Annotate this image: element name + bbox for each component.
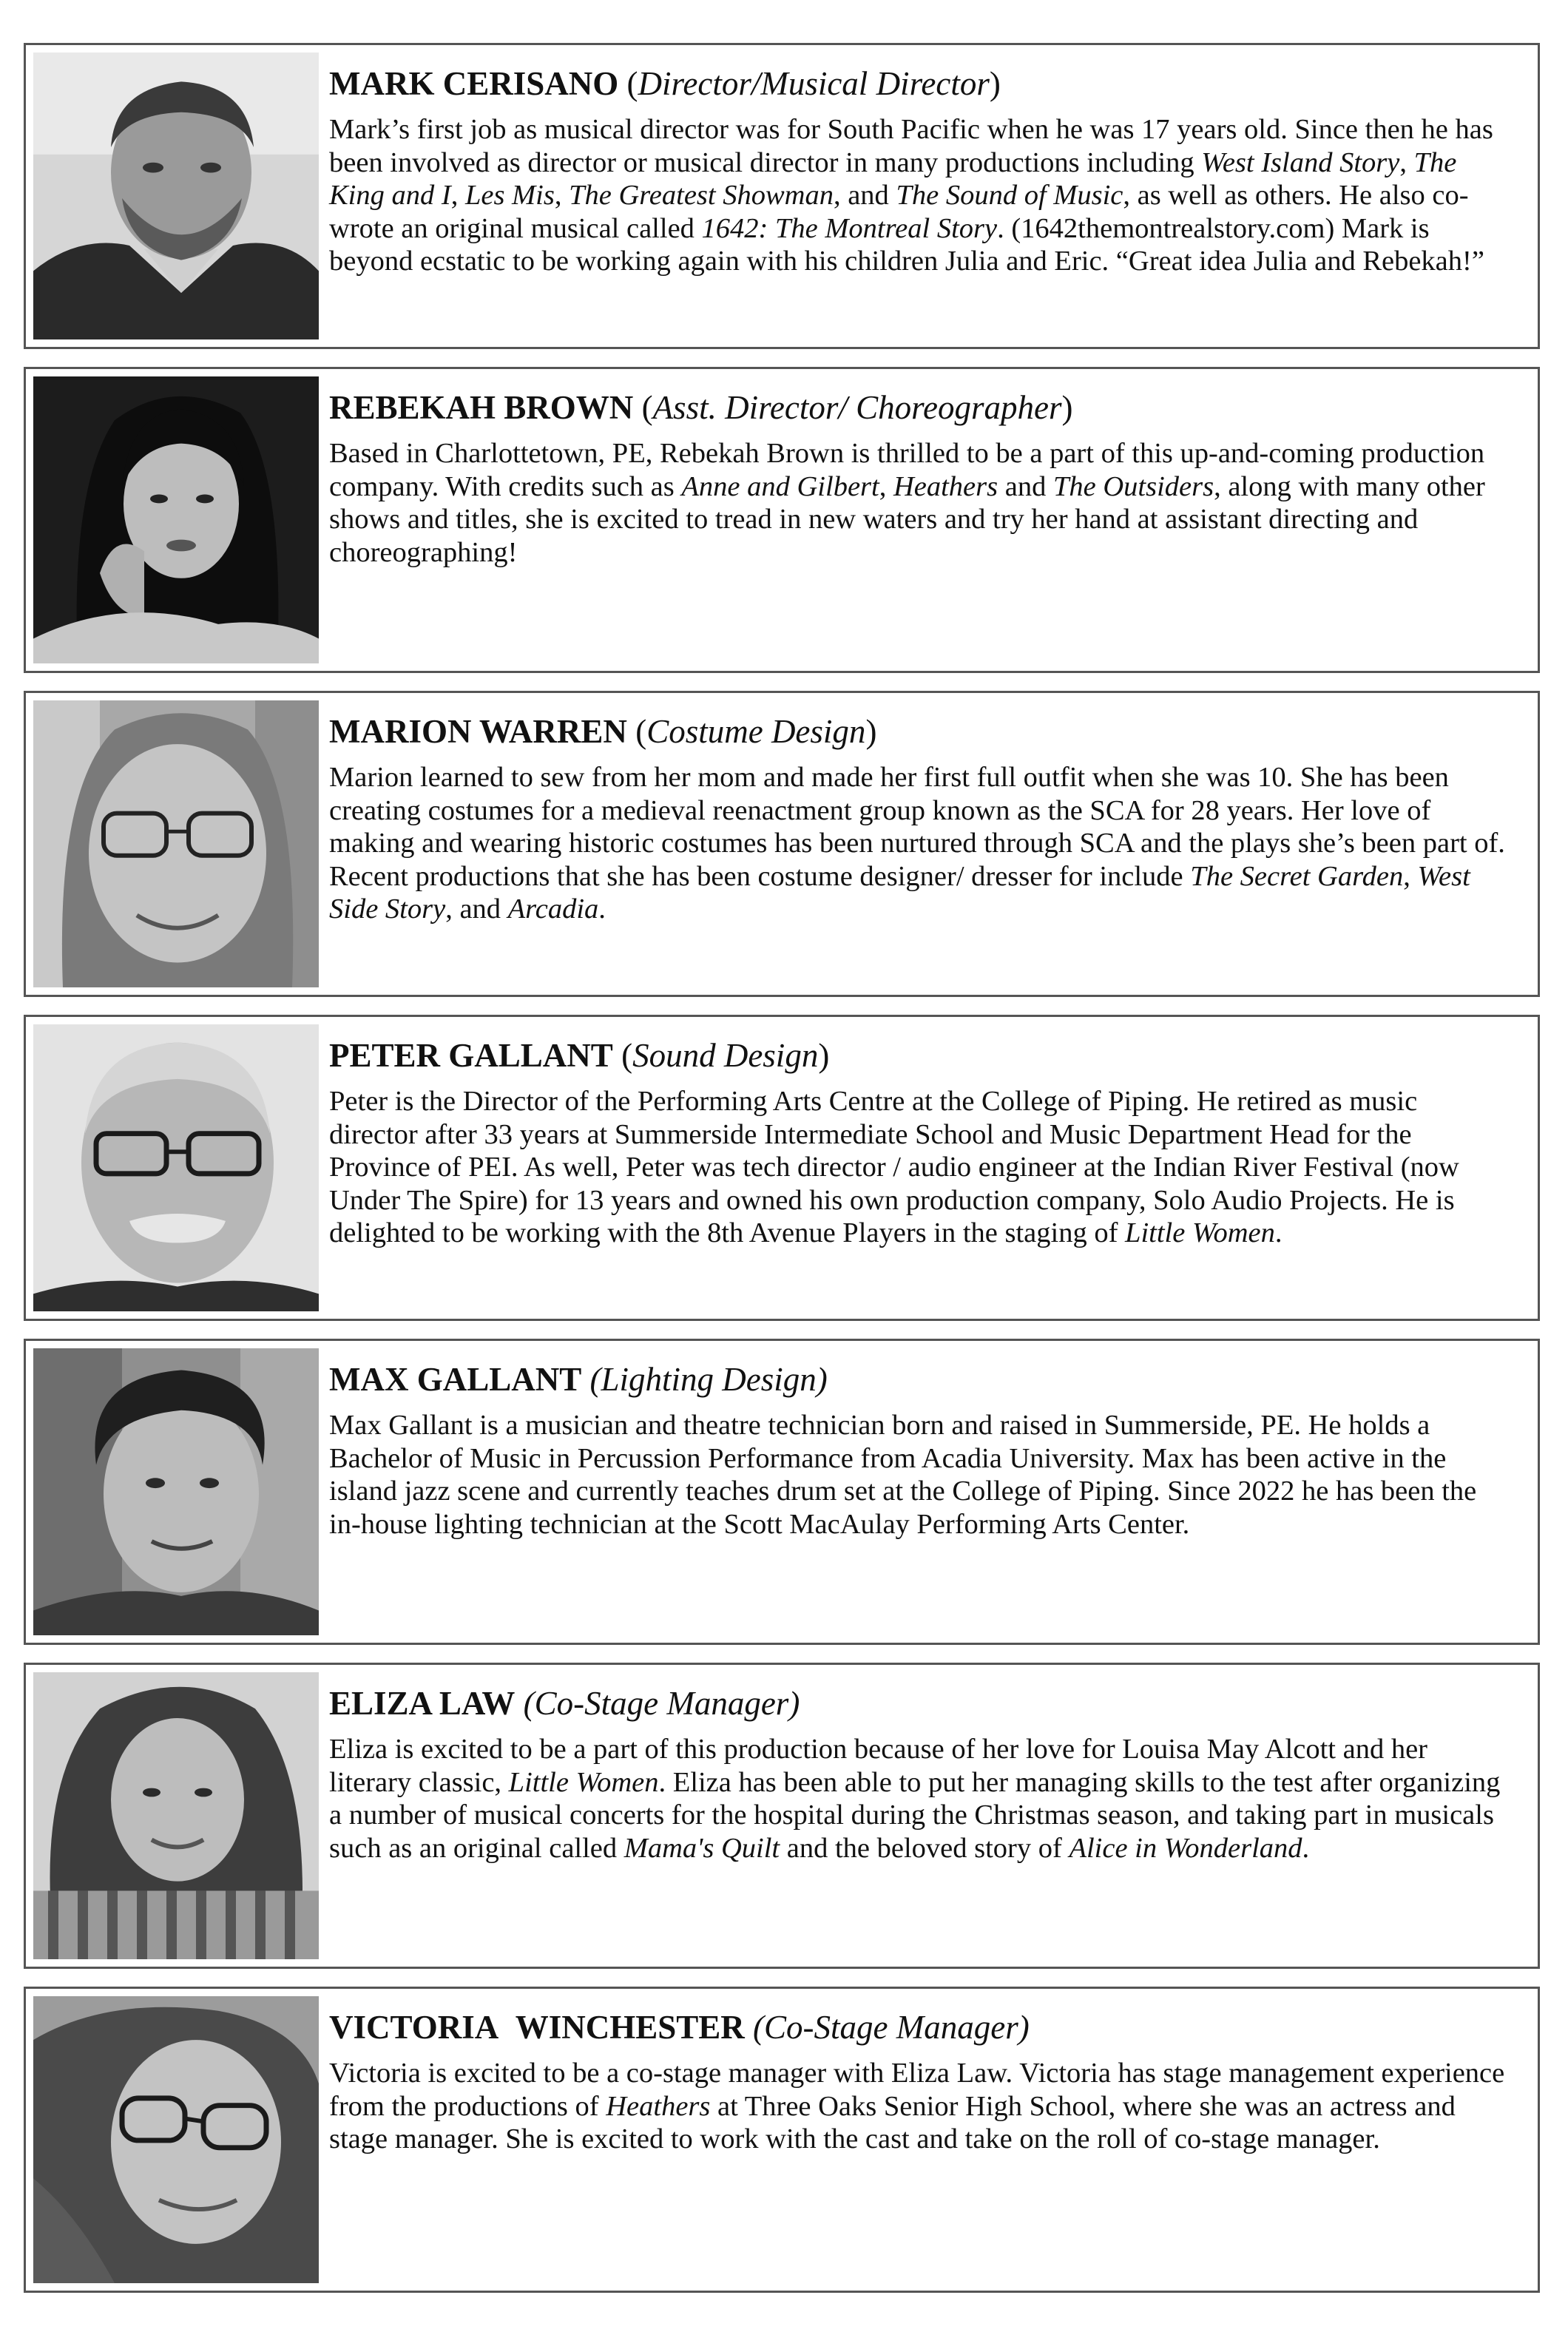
bio-text-run: Marion learned to sew from her mom and made her first full outfit when she was 10. She has been creating costumes for a medieval reenactment group known as the SCA for 28 years. Her love of making and wearing historic costumes has been nurtured through SCA and the plays she’s been part of. Recent productions that she has been costume designer/ dresser for include bbox=[329, 762, 1505, 892]
bio-text bbox=[329, 761, 1508, 926]
bio-title-italic: West Island Story bbox=[1201, 146, 1400, 178]
bio-title-italic: 1642: The Montreal Story bbox=[701, 212, 998, 244]
headshot-photo bbox=[33, 1672, 319, 1959]
person-name: REBEKAH BROWN bbox=[329, 389, 634, 426]
bio-card-rebekah-brown bbox=[24, 367, 1540, 673]
bio-text-run: , bbox=[554, 180, 570, 211]
bio-title-italic: The King and I bbox=[329, 146, 1457, 211]
bio-text-run: , and bbox=[445, 893, 508, 925]
bio-title-italic: Heathers bbox=[606, 2090, 711, 2122]
bio-text-run: Peter is the Director of the Performing Arts Centre at the College of Piping. He retired as music director after 33 years at Summerside Intermediate School and Music Department Head for the Province of PEI. As well, Peter was tech director / audio engineer at the Indian River Festival (now Under The Spire) for 13 years and owned his own production company, Solo Audio Projects. He is delighted to be working with the 8th Avenue Players in the staging of bbox=[329, 1086, 1459, 1248]
bio-text bbox=[329, 113, 1508, 278]
bio-text bbox=[329, 2057, 1508, 2156]
person-name: VICTORIA WINCHESTER bbox=[329, 2009, 745, 2046]
bio-title-italic: The Secret Garden bbox=[1190, 860, 1404, 892]
bio-text-run: . (1642themontrealstory.com) Mark is beyond ecstatic to be working again with his children Julia and Eric. “Great idea Julia and Rebekah!” bbox=[329, 212, 1484, 277]
role-open-paren: ( bbox=[621, 1037, 633, 1074]
bio-title-italic: The Greatest Showman bbox=[569, 180, 834, 211]
bio-heading bbox=[329, 1360, 1508, 1399]
bio-title-italic: Little Women bbox=[1125, 1217, 1275, 1248]
bio-text bbox=[329, 1085, 1508, 1250]
bio-title-italic: Arcadia bbox=[507, 893, 599, 925]
bio-text-run: . bbox=[1274, 1217, 1283, 1248]
bio-title-italic: Little Women bbox=[508, 1766, 659, 1798]
person-name: MARION WARREN bbox=[329, 713, 627, 750]
bio-text-run: and the beloved story of bbox=[780, 1832, 1069, 1864]
headshot-photo bbox=[33, 1996, 319, 2283]
person-name: ELIZA LAW bbox=[329, 1685, 516, 1722]
role-close-paren: ) bbox=[818, 1037, 830, 1074]
person-role: Asst. Director/ Choreographer bbox=[652, 389, 1062, 426]
bio-heading bbox=[329, 1684, 1508, 1723]
person-role: Sound Design bbox=[632, 1037, 819, 1074]
headshot-photo bbox=[33, 1348, 319, 1635]
role-open-paren: ( bbox=[635, 713, 647, 750]
person-name: MAX GALLANT bbox=[329, 1361, 582, 1398]
person-role: Lighting Design bbox=[601, 1361, 817, 1398]
headshot-photo bbox=[33, 1024, 319, 1311]
bio-title-italic: The Outsiders bbox=[1052, 470, 1214, 502]
person-name: PETER GALLANT bbox=[329, 1037, 613, 1074]
person-role-paren: (Co-Stage Manager) bbox=[753, 2009, 1030, 2046]
bio-card-marion-warren bbox=[24, 691, 1540, 997]
bio-text bbox=[329, 1409, 1508, 1541]
bio-heading bbox=[329, 1036, 1508, 1075]
bio-heading bbox=[329, 2008, 1508, 2046]
person-role-paren: (Lighting Design) bbox=[589, 1361, 828, 1398]
bio-text-run: , bbox=[450, 180, 465, 211]
bio-text-run: , along with many other shows and titles, she is excited to tread in new waters and try her hand at assistant directing and choreographing! bbox=[329, 470, 1485, 568]
bio-text-run: at Three Oaks Senior High School, where she was an actress and stage manager. She is excited to work with the cast and take on the roll of co-stage manager. bbox=[329, 2090, 1456, 2154]
person-role-paren: (Co-Stage Manager) bbox=[523, 1685, 800, 1722]
person-role: Co-Stage Manager bbox=[764, 2009, 1018, 2046]
bio-text-run: , and bbox=[833, 180, 896, 211]
bio-title-italic: Anne and Gilbert bbox=[681, 470, 879, 502]
headshot-photo bbox=[33, 53, 319, 339]
bio-text-run: Mark’s first job as musical director was for South Pacific when he was 17 years old. Since then he has been involved as director or musical director in many productions including bbox=[329, 114, 1493, 178]
person-role: Co-Stage Manager bbox=[534, 1685, 789, 1722]
bio-text-run: . Eliza has been able to put her managing skills to the test after organizing a number of musical concerts for the hospital during the Christmas season, and taking part in musicals such as an original called bbox=[329, 1766, 1501, 1864]
role-close-paren: ) bbox=[865, 713, 877, 750]
bio-text-run: Based in Charlottetown, PE, Rebekah Brown is thrilled to be a part of this up-and-coming production company. With credits such as bbox=[329, 438, 1485, 502]
bio-text bbox=[329, 1733, 1508, 1865]
role-open-paren: ( bbox=[641, 389, 653, 426]
bio-text-run: Victoria is excited to be a co-stage manager with Eliza Law. Victoria has stage management experience from the productions of bbox=[329, 2058, 1505, 2122]
bio-text-run: , bbox=[1399, 146, 1414, 178]
bio-title-italic: Alice in Wonderland bbox=[1069, 1832, 1302, 1864]
bio-text-run: Eliza is excited to be a part of this production because of her love for Louisa May Alcott and her literary classic, bbox=[329, 1734, 1427, 1798]
bio-card-victoria-winchester bbox=[24, 1987, 1540, 2293]
bio-heading bbox=[329, 64, 1508, 103]
bio-title-italic: The Sound of Music bbox=[896, 180, 1123, 211]
bio-title-italic: Les Mis bbox=[464, 180, 555, 211]
person-name: MARK CERISANO bbox=[329, 65, 619, 102]
bio-text-run: and bbox=[998, 470, 1053, 502]
bio-title-italic: West Side Story bbox=[329, 860, 1470, 925]
bio-card-eliza-law bbox=[24, 1663, 1540, 1969]
bio-card-max-gallant bbox=[24, 1339, 1540, 1645]
bio-card-peter-gallant bbox=[24, 1015, 1540, 1321]
bio-text-run: , as well as others. He also co-wrote an original musical called bbox=[329, 180, 1469, 244]
bio-text bbox=[329, 437, 1508, 569]
headshot-photo bbox=[33, 700, 319, 987]
person-role: Director/Musical Director bbox=[638, 65, 990, 102]
bio-text-run: . bbox=[598, 893, 606, 925]
bio-text-run: , bbox=[1403, 860, 1418, 892]
person-role: Costume Design bbox=[646, 713, 866, 750]
bio-heading bbox=[329, 388, 1508, 427]
role-close-paren: ) bbox=[989, 65, 1001, 102]
bio-title-italic: Mama's Quilt bbox=[624, 1832, 780, 1864]
bio-text-run: Max Gallant is a musician and theatre technician born and raised in Summerside, PE. He holds a Bachelor of Music in Percussion Performance from Acadia University. Max has been active in the island jazz scene and currently teaches drum set at the College of Piping. Since 2022 he has been the in-house lighting technician at the Scott MacAulay Performing Arts Center. bbox=[329, 1410, 1477, 1540]
bio-text-run: , bbox=[879, 470, 893, 502]
bio-heading bbox=[329, 712, 1508, 751]
bio-title-italic: Heathers bbox=[893, 470, 998, 502]
headshot-photo bbox=[33, 376, 319, 663]
bio-card-mark-cerisano bbox=[24, 43, 1540, 349]
role-close-paren: ) bbox=[1061, 389, 1073, 426]
role-open-paren: ( bbox=[626, 65, 638, 102]
bio-text-run: . bbox=[1302, 1832, 1310, 1864]
